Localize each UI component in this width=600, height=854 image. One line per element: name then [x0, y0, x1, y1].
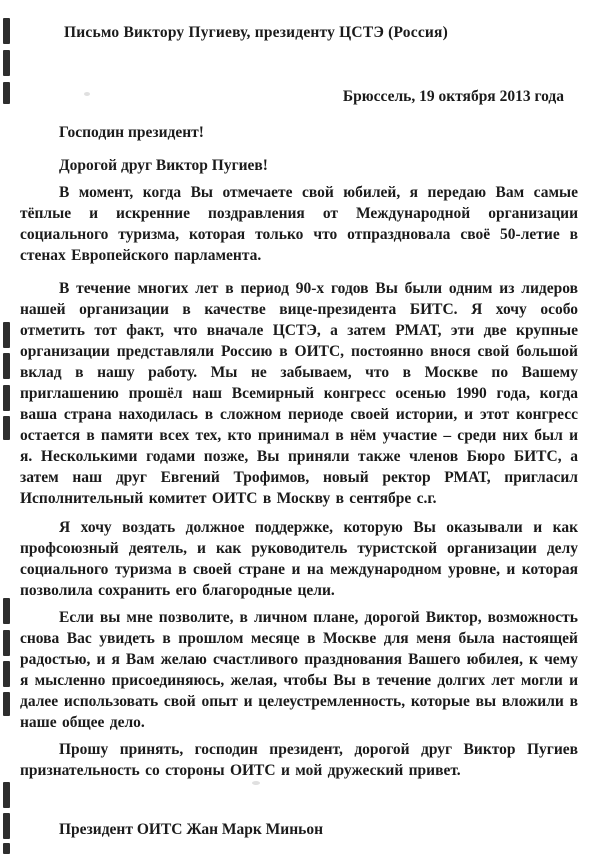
dateline: Брюссель, 19 октября 2013 года: [342, 88, 564, 105]
scan-artifact: [3, 782, 10, 808]
paragraph-tribute: Я хочу воздать должное поддержке, которую Вы оказывали и как профсоюзный деятель, и как руководитель туристской организации делу социального туризма в своей стране и на международном уровне, и которая позволила сохранить его благородные цели.: [20, 519, 578, 599]
scan-artifact: [3, 661, 10, 687]
scan-artifact: [3, 813, 10, 839]
salutation-president: Господин президент!: [59, 124, 204, 141]
scan-artifact: [3, 353, 10, 379]
scan-artifact: [3, 598, 10, 624]
scan-artifact: [3, 82, 10, 104]
signature-line: Президент ОИТС Жан Марк Миньон: [59, 821, 324, 838]
paragraph-closing: Прошу принять, господин президент, дорогой друг Виктор Пугиев признательность со стороны ОИТС и мой дружеский привет.: [20, 741, 578, 779]
scan-artifact: [3, 322, 10, 348]
scan-artifact: [3, 50, 10, 76]
paragraph-history: В течение многих лет в период 90-х годов Вы были одним из лидеров нашей организации в качестве вице-президента БИТС. Я хочу особо отметить тот факт, что вначале ЦСТЭ, а затем РМАТ, эти две крупные организации представляли Россию в ОИТС, постоянно внося свой большой вклад в нашу работу. Мы не забываем, что в Москве по Вашему приглашению прошёл наш Всемирный конгресс осенью 1990 года, когда ваша страна находилась в сложном периоде своей истории, и этот конгресс остается в памяти всех тех, кто принимал в нём участие – среди них был и я. Несколькими годами позже, Вы приняли также членов Бюро БИТС, а затем наш друг Евгений Трофимов, новый ректор РМАТ, пригласил Исполнительный комитет ОИТС в Москву в сентябре с.г.: [20, 280, 578, 507]
paragraph-congratulations: В момент, когда Вы отмечаете свой юбилей, я передаю Вам самые тёплые и искренние поздравления от Международной организации социального туризма, которая только что отпраздновала своё 50-летие в стенах Европейского парламента.: [20, 184, 578, 264]
scan-artifact: [3, 416, 10, 440]
paragraph-personal-wishes: Если вы мне позволите, в личном плане, дорогой Виктор, возможность снова Вас увидеть в прошлом месяце в Москве для меня была настоящей радостью, и я Вам желаю счастливого празднования Вашего юбилея, к чему я мысленно присоединяюсь, желая, чтобы Вы в течение долгих лет могли и далее использовать свой опыт и целеустремленность, которые вы вложили в наше общее дело.: [20, 609, 578, 731]
salutation-friend: Дорогой друг Виктор Пугиев!: [59, 157, 268, 174]
scan-artifact: [3, 692, 10, 716]
scan-artifact: [3, 630, 10, 656]
scan-artifact: [3, 385, 10, 411]
scan-artifact: [3, 18, 10, 44]
scan-artifact: [3, 843, 10, 854]
letter-title: Письмо Виктору Пугиеву, президенту ЦСТЭ (Россия): [64, 24, 448, 41]
letter-content: [20, 0, 578, 840]
